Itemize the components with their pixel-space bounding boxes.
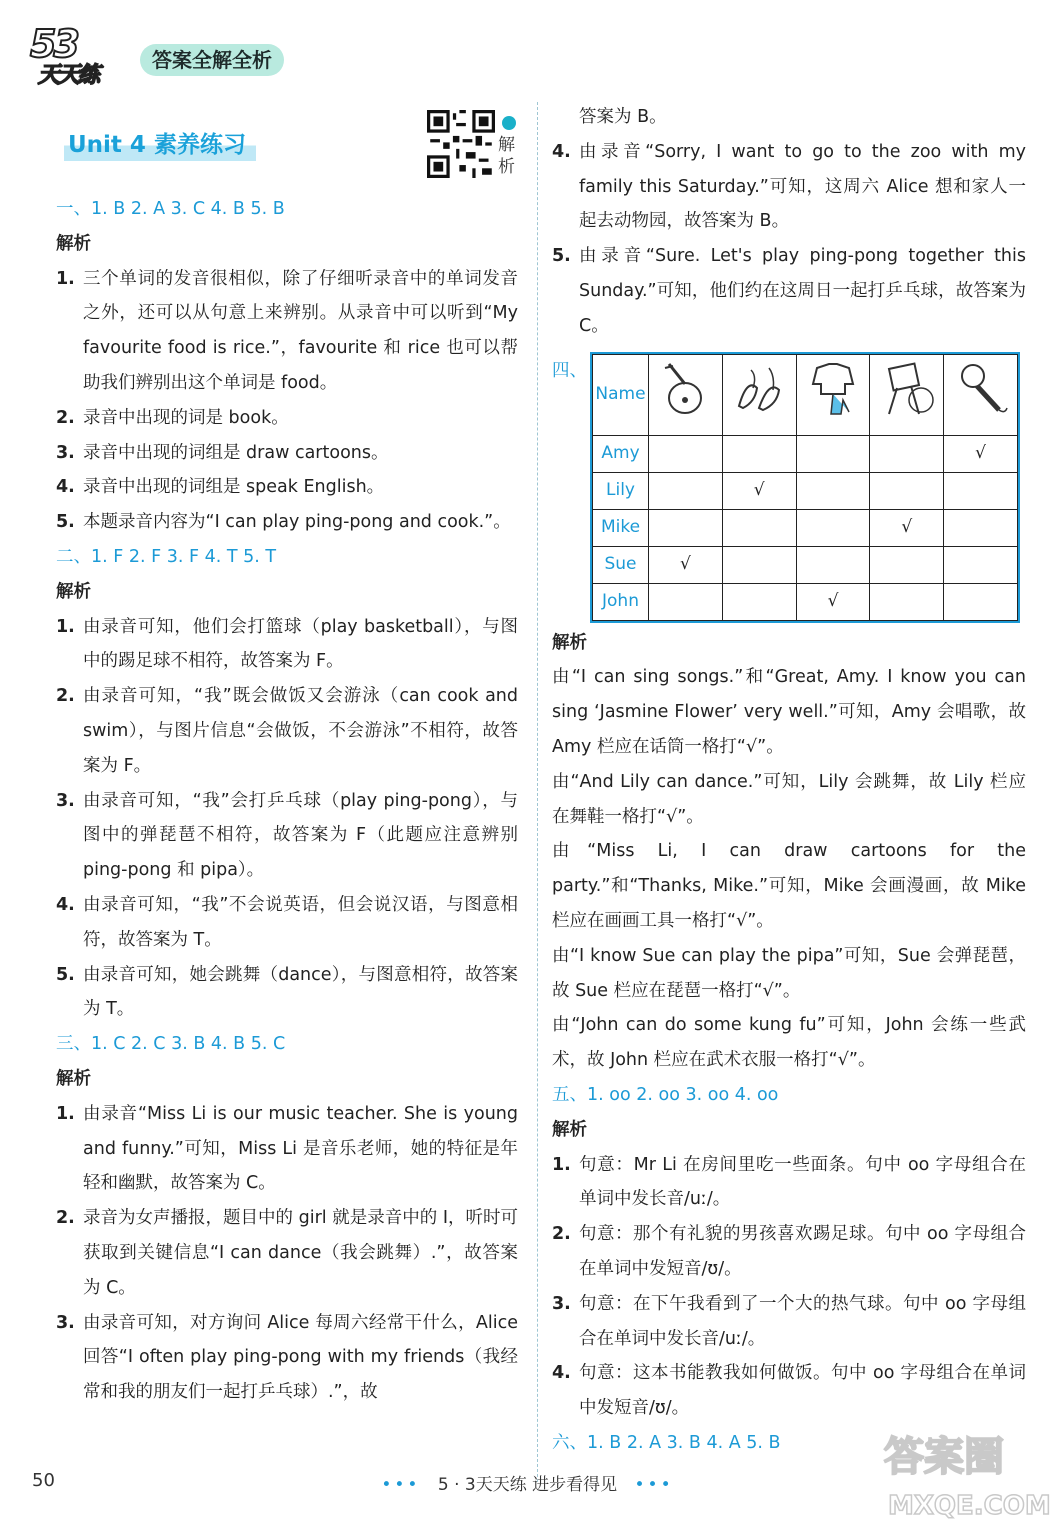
- stars-right: •••: [634, 1475, 674, 1495]
- stars-left: •••: [381, 1475, 421, 1495]
- s1-item-1: 1. 三个单词的发音很相似，除了仔细听录音中的单词发音之外，还可以从句意上来辨别。从录音中可以听到“My favourite food is rice.”，favourite 和 rice 也可以帮助我们辨别出这个单词是 food。: [56, 268, 518, 393]
- easel-icon: [877, 358, 937, 418]
- s3-item-2: 2. 录音为女声播报，题目中的 girl 就是录音中的 I，听时可获取到关键信息“I can dance（我会跳舞）.”，故答案为 C。: [56, 1208, 518, 1298]
- logo-subtitle: 天天练: [38, 63, 99, 88]
- unit-title: Unit 4 素养练习: [64, 126, 256, 161]
- s2-item-3: 3. 由录音可知，“我”会打乒乓球（play ping-pong），与图中的弹琵琶不相符，故答案为 F（此题应注意辨别 ping-pong 和 pipa）。: [56, 790, 518, 881]
- s3-item-1: 1. 由录音“Miss Li is our music teacher. She is young and funny.”可知，Miss Li 是音乐老师，她的特征是年轻和幽默，故答案为 C。: [56, 1103, 518, 1194]
- section-5-heading: 解析: [552, 1119, 587, 1140]
- s2-item-1: 1. 由录音可知，他们会打篮球（play basketball），与图中的踢足球不相符，故答案为 F。: [56, 616, 518, 672]
- qr-label: 解析: [498, 135, 515, 177]
- microphone-icon: [951, 358, 1011, 418]
- kung-fu-clothes-picture: [796, 354, 870, 435]
- section-2-answers: 二、1. F 2. F 3. F 4. T 5. T: [56, 546, 277, 567]
- s1-item-5: 5. 本题录音内容为“I can play ping-pong and cook.”。: [56, 512, 511, 533]
- play-icon[interactable]: [502, 116, 516, 130]
- section-3-answers: 三、1. C 2. C 3. B 4. B 5. C: [56, 1034, 286, 1055]
- s1-item-2: 2. 录音中出现的词是 book。: [56, 407, 289, 428]
- watermark-text-2: MXQE.COM: [888, 1491, 1051, 1521]
- s4-para-1: 由“I can sing songs.”和“Great, Amy. I know you can sing ‘Jasmine Flower’ very well.”可知，Amy 会唱歌，故 Amy 栏应在话筒一格打“√”。: [552, 667, 1026, 757]
- section-1-answers: 一、1. B 2. A 3. C 4. B 5. B: [56, 199, 285, 219]
- table-row: Amy √: [593, 435, 1018, 472]
- right-column: [552, 100, 1026, 1461]
- s2-item-4: 4. 由录音可知，“我”不会说英语，但会说汉语，与图意相符，故答案为 T。: [56, 894, 518, 950]
- s3-item-4: 4. 由录音“Sorry, I want to go to the zoo with my family this Saturday.”可知，这周六 Alice 想和家人一起去动物园，故答案为 B。: [552, 141, 1026, 232]
- logo-number: 53: [30, 22, 77, 66]
- table-row: Mike √: [593, 509, 1018, 546]
- s3-item-3: 3. 由录音可知，对方询问 Alice 每周六经常干什么，Alice 回答“I often play ping-pong with my friends（我经常和我的朋友们一起打乒乓球）.”，故: [56, 1312, 518, 1403]
- page-number: 50: [32, 1470, 55, 1491]
- s2-item-5: 5. 由录音可知，她会跳舞（dance），与图意相符，故答案为 T。: [56, 964, 518, 1020]
- s5-item-1: 1. 句意：Mr Li 在房间里吃一些面条。句中 oo 字母组合在单词中发长音/uː/。: [552, 1154, 1026, 1210]
- section-1-heading: 解析: [56, 233, 91, 254]
- s4-para-5: 由“John can do some kung fu”可知，John 会练一些武术，故 John 栏应在武术衣服一格打“√”。: [552, 1015, 1026, 1071]
- answer-table: [592, 354, 1018, 621]
- s5-item-4: 4. 句意：这本书能教我如何做饭。句中 oo 字母组合在单词中发短音/ʊ/。: [552, 1363, 1026, 1419]
- s5-item-2: 2. 句意：那个有礼貌的男孩喜欢踢足球。句中 oo 字母组合在单词中发短音/ʊ/。: [552, 1224, 1026, 1279]
- microphone-picture: [944, 354, 1018, 435]
- s4-para-2: 由“And Lily can dance.”可知，Lily 会跳舞，故 Lily 栏应在舞鞋一格打“√”。: [552, 771, 1026, 827]
- kung-fu-clothes-icon: [803, 358, 863, 418]
- s3-item-5: 5. 由录音“Sure. Let's play ping-pong together this Sunday.”可知，他们约在这周日一起打乒乓球，故答案为 C。: [552, 246, 1026, 336]
- s4-para-4: 由“I know Sue can play the pipa”可知，Sue 会弹琵琶，故 Sue 栏应在琵琶一格打“√”。: [552, 945, 1026, 1001]
- s2-item-2: 2. 由录音可知，“我”既会做饭又会游泳（can cook and swim），与图片信息“会做饭，不会游泳”不相符，故答案为 F。: [56, 686, 518, 776]
- section-3-heading: 解析: [56, 1068, 91, 1089]
- dance-shoes-picture: [722, 354, 796, 435]
- s1-item-4: 4. 录音中出现的词组是 speak English。: [56, 477, 385, 498]
- section-6-answers: 六、1. B 2. A 3. B 4. A 5. B: [552, 1432, 781, 1453]
- pipa-icon: [655, 358, 715, 418]
- drawing-tools-picture: [870, 354, 944, 435]
- table-row: John √: [593, 583, 1018, 620]
- answer-tag: 答案全解全析: [140, 44, 284, 76]
- table-row: Lily √: [593, 472, 1018, 509]
- s3-item-3-continued: 答案为 B。: [579, 107, 667, 127]
- s5-item-3: 3. 句意：在下午我看到了一个大的热气球。句中 oo 字母组合在单词中发长音/uː/。: [552, 1293, 1026, 1349]
- page-footer: [0, 1470, 1055, 1500]
- left-column: [56, 192, 518, 1410]
- section-2-heading: 解析: [56, 581, 91, 602]
- watermark-text-1: 答案圈: [884, 1434, 1004, 1480]
- section-4-heading: 解析: [552, 632, 587, 653]
- pipa-picture: [649, 354, 723, 435]
- footer-slogan: [0, 1470, 1055, 1495]
- column-divider: [537, 102, 538, 1482]
- table-row: Sue √: [593, 546, 1018, 583]
- section-4-label: 四、: [552, 360, 587, 381]
- s4-para-3: 由“Miss Li, I can draw cartoons for the party.”和“Thanks, Mike.”可知，Mike 会画漫画，故 Mike 栏应在画画工具一格打“√”。: [552, 841, 1026, 931]
- slogan-text: 5 · 3天天练 进步看得见: [437, 1475, 618, 1495]
- qr-code-icon[interactable]: [427, 110, 495, 178]
- s1-item-3: 3. 录音中出现的词组是 draw cartoons。: [56, 442, 389, 463]
- table-header-name: Name: [593, 354, 649, 435]
- brand-logo: [30, 22, 134, 92]
- section-5-answers: 五、1. oo 2. oo 3. oo 4. oo: [552, 1084, 779, 1105]
- dance-shoes-icon: [729, 358, 789, 418]
- section-4-table-block: [552, 354, 1026, 626]
